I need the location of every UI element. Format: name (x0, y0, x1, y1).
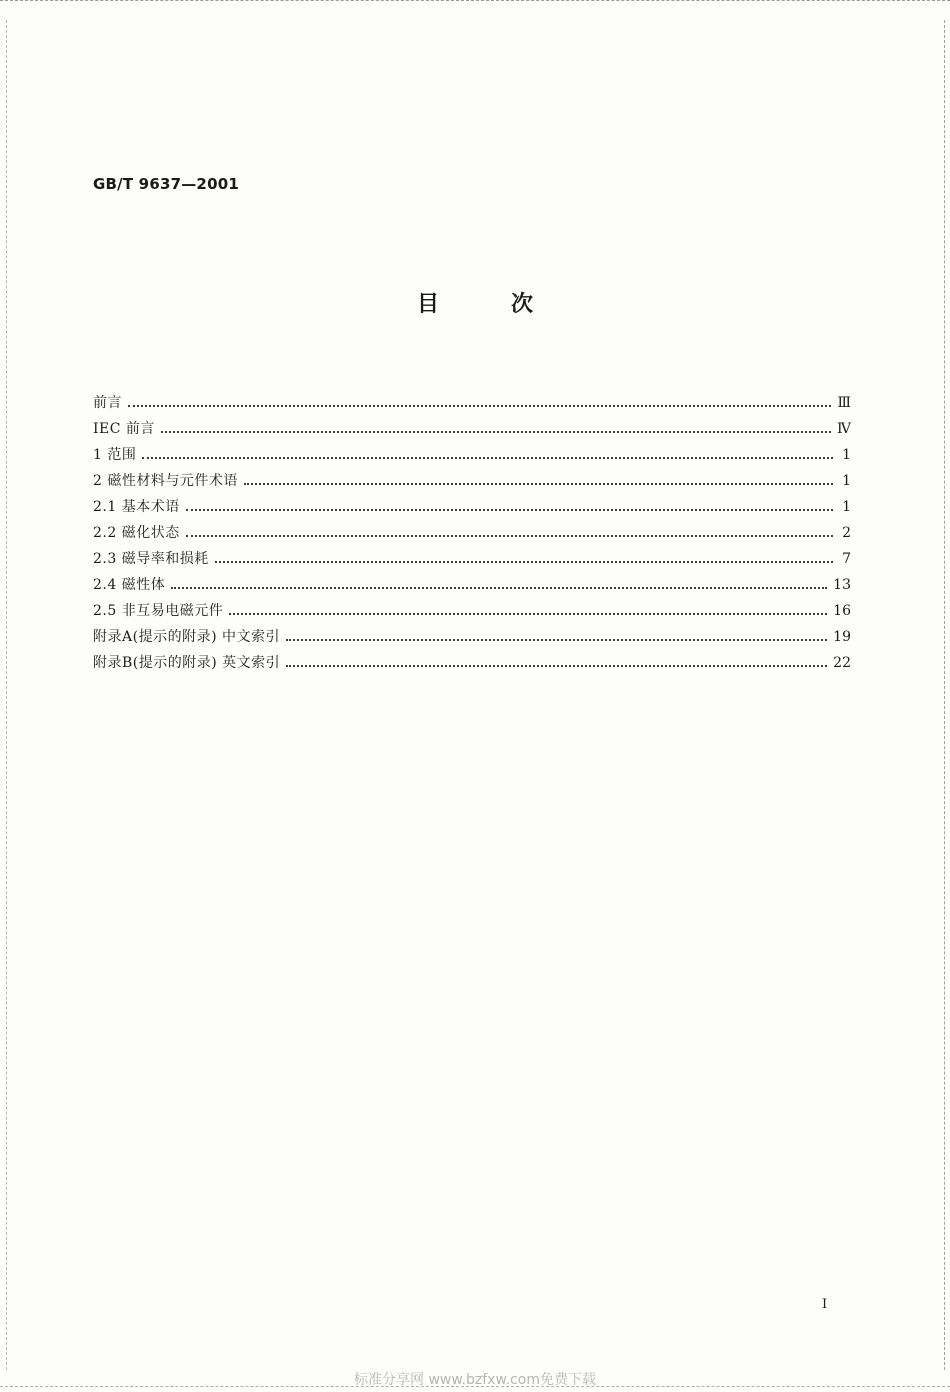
toc-title-char: 次 (511, 292, 534, 317)
toc-entry-label: IEC 前言 (93, 421, 155, 437)
toc-entry-terms[interactable] (93, 469, 851, 495)
toc-entry-nonreciprocal-components[interactable] (93, 599, 851, 625)
toc-entry-basic-terms[interactable] (93, 495, 851, 521)
toc-leader (215, 547, 833, 563)
toc-title (300, 287, 650, 318)
table-of-contents (93, 391, 851, 677)
toc-leader (161, 417, 831, 433)
scan-edge-right (944, 20, 946, 1370)
toc-entry-label: 2.3 磁导率和损耗 (93, 551, 209, 567)
toc-entry-page: 1 (842, 499, 851, 515)
watermark-text: 标准分享网 www.bzfxw.com免费下载 (354, 1372, 596, 1388)
toc-entry-page: 1 (842, 447, 851, 463)
toc-leader (186, 521, 833, 537)
toc-leader (128, 391, 831, 407)
toc-entry-magnetization-states[interactable] (93, 521, 851, 547)
toc-entry-page: Ⅳ (837, 421, 851, 437)
toc-entry-page: 22 (833, 655, 851, 671)
toc-leader (186, 495, 833, 511)
toc-leader (286, 625, 827, 641)
toc-entry-annex-a[interactable] (93, 625, 851, 651)
toc-leader (229, 599, 827, 615)
toc-entry-page: 2 (842, 525, 851, 541)
toc-entry-page: 16 (833, 603, 851, 619)
toc-leader (142, 443, 833, 459)
toc-leader (171, 573, 827, 589)
toc-entry-foreword[interactable] (93, 391, 851, 417)
toc-entry-annex-b[interactable] (93, 651, 851, 677)
toc-entry-label: 1 范围 (93, 447, 137, 463)
toc-entry-label: 2.5 非互易电磁元件 (93, 603, 224, 619)
toc-entry-page: 19 (833, 629, 851, 645)
standard-code: GB/T 9637—2001 (93, 175, 239, 193)
scan-edge-left (6, 20, 8, 1370)
toc-entry-permeability-losses[interactable] (93, 547, 851, 573)
toc-entry-scope[interactable] (93, 443, 851, 469)
scan-edge-top (0, 0, 950, 5)
page-number: I (822, 1297, 828, 1312)
toc-entry-label: 附录A(提示的附录) 中文索引 (93, 629, 280, 645)
toc-entry-label: 2.4 磁性体 (93, 577, 166, 593)
toc-entry-page: 7 (842, 551, 851, 567)
toc-entry-page: Ⅲ (837, 395, 851, 411)
toc-title-char: 目 (416, 292, 439, 317)
toc-entry-label: 2.1 基本术语 (93, 499, 180, 515)
toc-entry-page: 13 (833, 577, 851, 593)
toc-entry-magnetic-bodies[interactable] (93, 573, 851, 599)
toc-entry-label: 2 磁性材料与元件术语 (93, 473, 238, 489)
toc-leader (244, 469, 833, 485)
toc-entry-label: 附录B(提示的附录) 英文索引 (93, 655, 281, 671)
toc-entry-label: 前言 (93, 395, 122, 411)
toc-leader (286, 651, 827, 667)
toc-entry-label: 2.2 磁化状态 (93, 525, 180, 541)
toc-entry-page: 1 (842, 473, 851, 489)
toc-entry-iec-foreword[interactable] (93, 417, 851, 443)
